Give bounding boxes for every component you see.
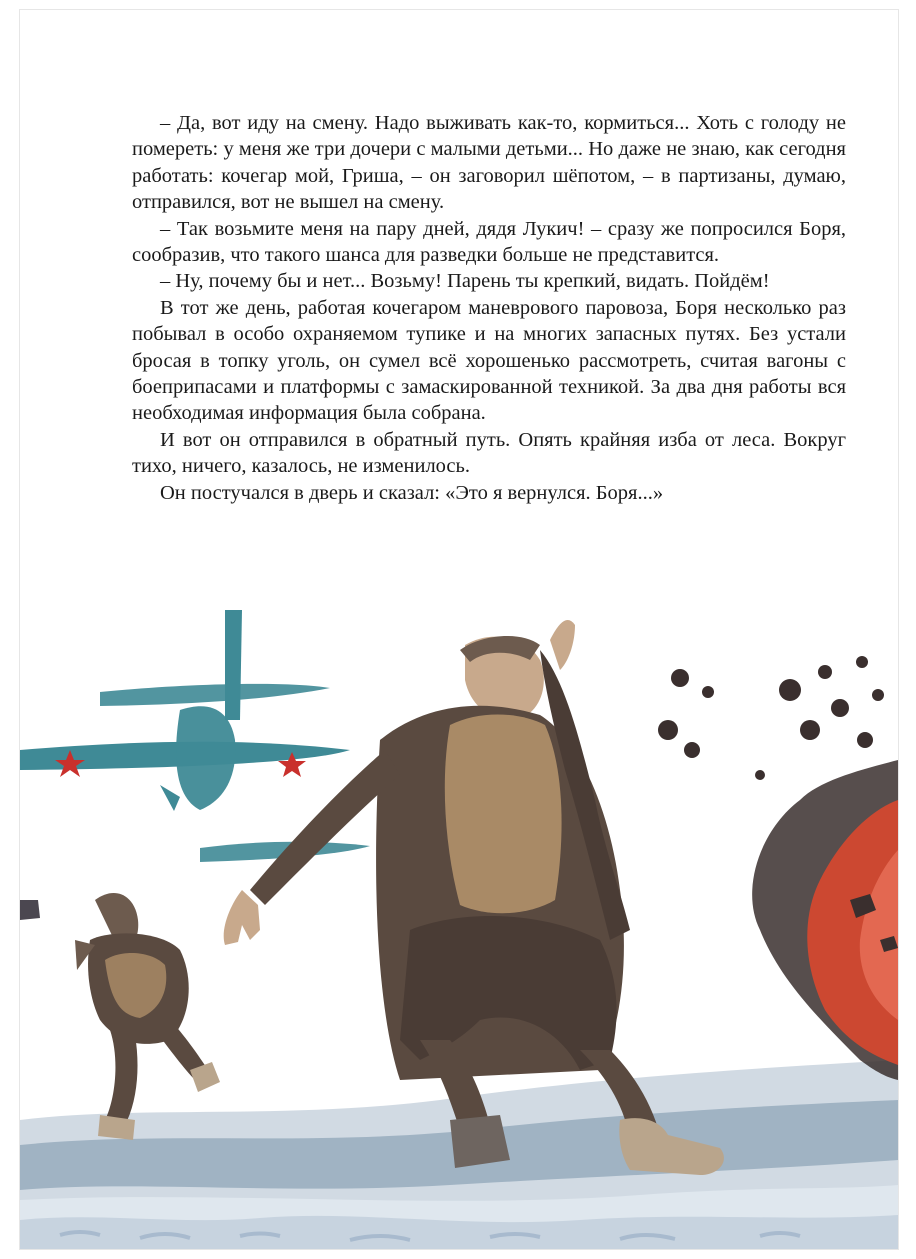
paragraph-6: Он постучался в дверь и сказал: «Это я вернулся. Боря...» <box>160 481 664 504</box>
debris <box>658 656 884 780</box>
paragraph-1: – Да, вот иду на смену. Надо выживать как-то, кормиться... Хоть с голоду не помереть: у меня же три дочери с малыми детьми... Но даже не знаю, как сегодня работать: кочегар мой, Гриша, – он заговорил шёпотом, – в партизаны, думаю, отправился, вот не вышел на смену. <box>132 112 846 214</box>
paragraph-3: – Ну, почему бы и нет... Возьму! Парень ты крепкий, видать. Пойдём! <box>160 270 770 293</box>
running-man-small <box>75 893 220 1140</box>
background-figures <box>20 900 40 920</box>
fighter-plane-1 <box>20 610 350 811</box>
explosion <box>752 760 898 1080</box>
paragraph-2: – Так возьмите меня на пару дней, дядя Лукич! – сразу же попросился Боря, сообразив, что такого шанса для разведки больше не представится. <box>132 217 846 267</box>
paragraph-4: В тот же день, работая кочегаром маневрового паровоза, Боря несколько раз побывал в особо охраняемом тупике и на многих запасных путях. Без устали бросая в топку уголь, он сумел всё хорошенько рассмотреть, считая вагоны с боеприпасами и платформы с замаскированной техникой. За два дня работы вся необходимая информация была собрана. <box>132 296 846 425</box>
war-illustration <box>20 600 898 1249</box>
paragraph-5: И вот он отправился в обратный путь. Опять крайняя изба от леса. Вокруг тихо, ничего, казалось, не изменилось. <box>132 428 846 478</box>
story-text <box>132 110 846 506</box>
